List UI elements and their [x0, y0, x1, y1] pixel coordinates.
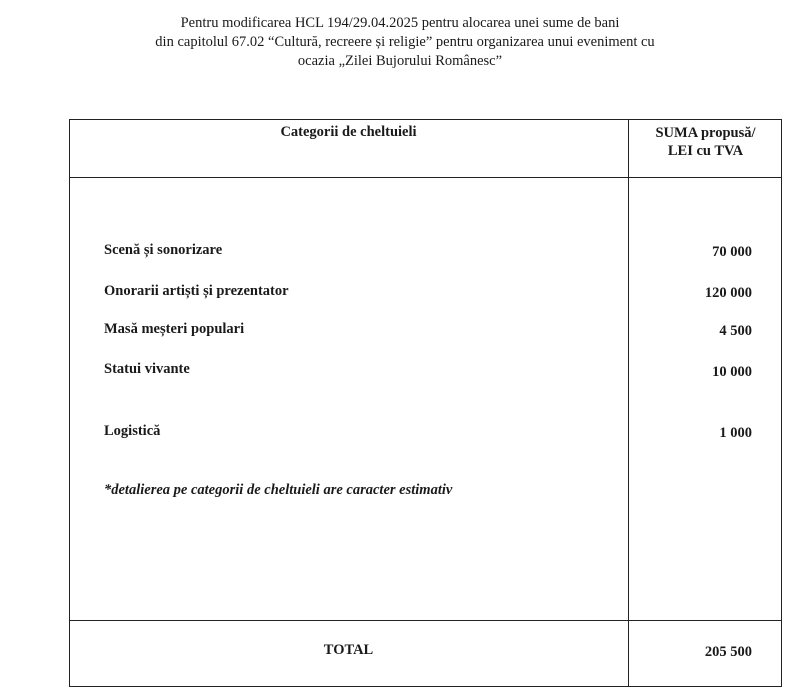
row-label-onorarii: Onorarii artiști și prezentator [104, 283, 289, 299]
header-category: Categorii de cheltuieli [280, 124, 417, 140]
row-value-scena: 70 000 [712, 244, 752, 260]
header-sum [629, 124, 782, 160]
row-value-statui: 10 000 [712, 364, 752, 380]
total-divider [69, 620, 782, 621]
row-label-statui: Statui vivante [104, 361, 190, 377]
row-value-masa: 4 500 [719, 323, 752, 339]
row-value-onorarii: 120 000 [704, 285, 752, 301]
total-label: TOTAL [323, 642, 374, 658]
total-value: 205 500 [704, 644, 752, 660]
header-sum-line-1: SUMA propusă/ [655, 125, 756, 141]
row-label-logistica: Logistică [104, 423, 161, 439]
estimate-note: *detalierea pe categorii de cheltuieli are caracter estimativ [104, 482, 453, 498]
column-divider [628, 119, 629, 687]
heading-line-1: Pentru modificarea HCL 194/29.04.2025 pentru alocarea unei sume de bani [180, 15, 620, 31]
header-divider [69, 177, 782, 178]
row-value-logistica: 1 000 [719, 425, 752, 441]
heading-line-2: din capitolul 67.02 “Cultură, recreere și religie” pentru organizarea unui eveniment cu [155, 34, 655, 50]
expense-table [69, 119, 782, 687]
header-sum-line-2: LEI cu TVA [667, 143, 744, 159]
row-label-masa: Masă meșteri populari [104, 321, 245, 337]
heading-line-3: ocazia „Zilei Bujorului Românesc” [297, 53, 503, 69]
row-label-scena: Scenă și sonorizare [104, 242, 223, 258]
